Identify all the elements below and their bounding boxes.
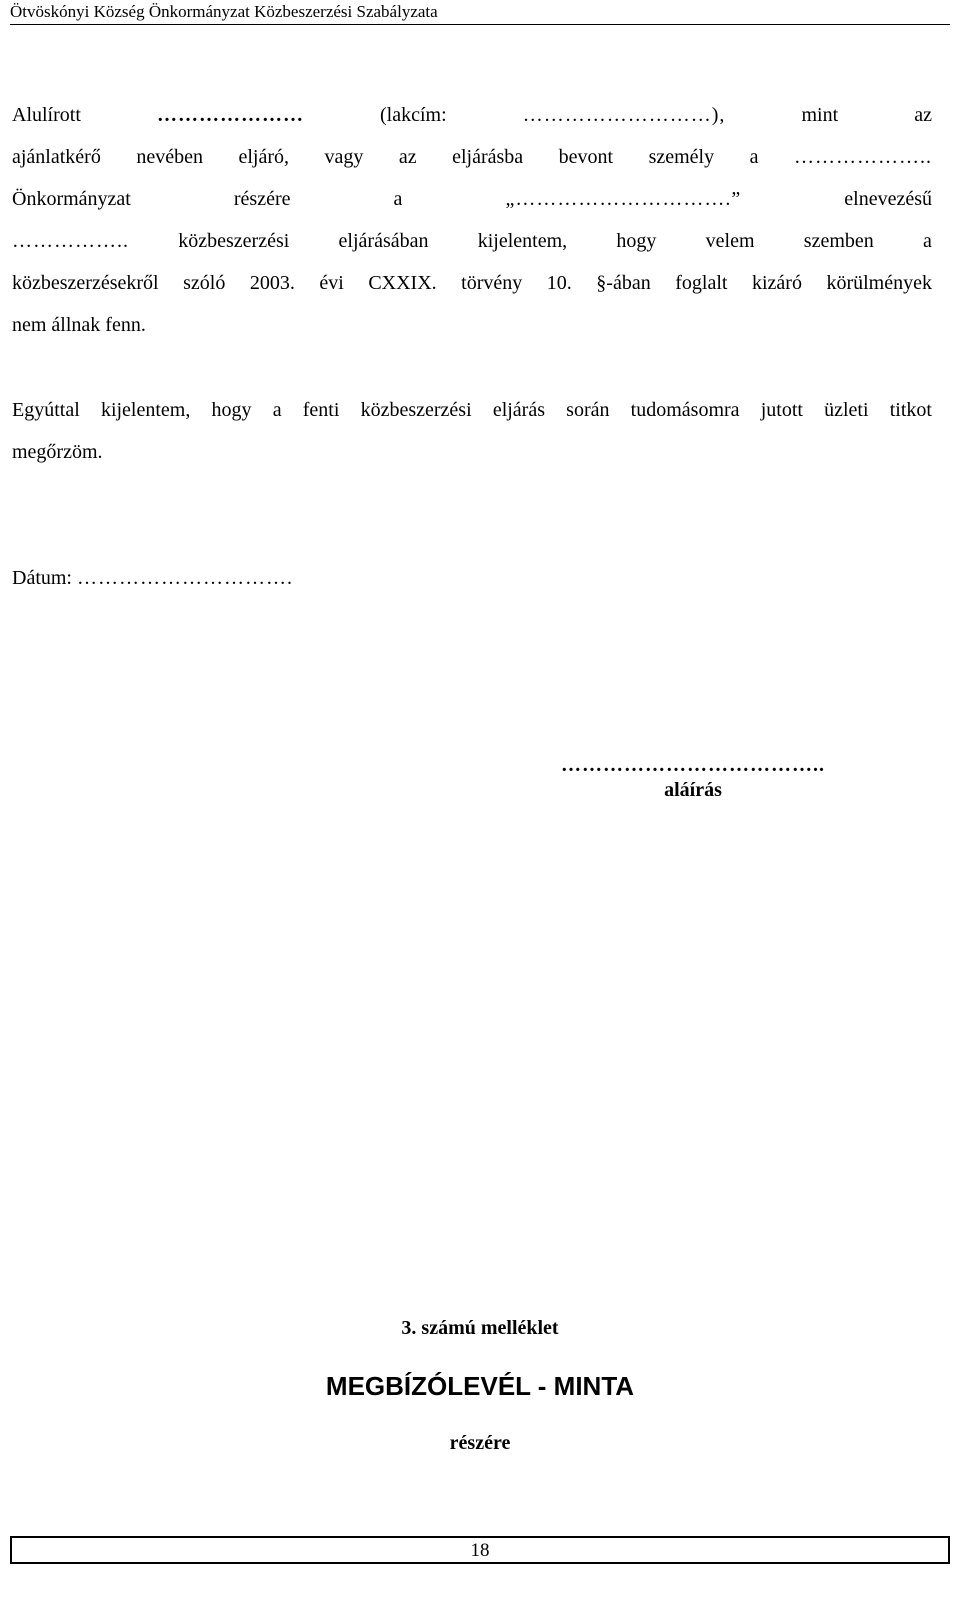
text-word: hogy: [616, 230, 657, 252]
text-word: eljárásában: [338, 230, 429, 252]
text-word: közbeszerzési: [360, 399, 472, 421]
procedure-type-placeholder: ……………..: [12, 230, 129, 252]
header-divider: [10, 24, 950, 25]
declaration-line-2: [12, 136, 932, 178]
text-word: az: [914, 104, 932, 126]
text-word: Önkormányzat: [12, 188, 131, 210]
text-word: évi: [319, 272, 344, 294]
text-word: az: [398, 146, 417, 168]
text-word: kizáró: [751, 272, 802, 294]
declaration-line-3: [12, 178, 932, 220]
text-word: a: [923, 230, 932, 252]
confidentiality-line-1: [12, 389, 932, 431]
annex-number: 3. számú melléklet: [401, 1317, 559, 1339]
text-word: törvény: [461, 272, 523, 294]
municipality-placeholder: ………………..: [793, 146, 932, 168]
text-word: körülmények: [826, 272, 932, 294]
declaration-paragraph: [12, 94, 932, 346]
text-word: titkot: [889, 399, 932, 421]
text-word: hogy: [211, 399, 252, 421]
annex-title: MEGBÍZÓLEVÉL - MINTA: [325, 1371, 635, 1401]
text-word: szemben: [803, 230, 874, 252]
date-label: Dátum:: [12, 567, 72, 589]
text-word: jutott: [760, 399, 803, 421]
text-word: mint: [801, 104, 839, 126]
text-word: a: [749, 146, 759, 168]
declaration-line-4: [12, 220, 932, 262]
text-word: (lakcím:: [380, 104, 447, 126]
text-word: elnevezésű: [844, 188, 932, 210]
confidentiality-line-2: megőrzöm.: [12, 441, 103, 463]
text-word: személy: [648, 146, 715, 168]
text-word: során: [566, 399, 610, 421]
text-word: §-ában: [596, 272, 651, 294]
declaration-line-6: nem állnak fenn.: [12, 314, 146, 336]
text-word: eljárás: [492, 399, 545, 421]
document-header-title: Ötvöskónyi Község Önkormányzat Közbeszerzési Szabályzata: [10, 2, 438, 21]
text-word: kijelentem,: [100, 399, 191, 421]
signature-label: aláírás: [664, 779, 722, 801]
text-word: kijelentem,: [477, 230, 568, 252]
text-word: részére: [233, 188, 291, 210]
text-word: velem: [705, 230, 755, 252]
name-placeholder: …………………: [156, 104, 304, 126]
procedure-name-placeholder: „………………………….”: [505, 188, 742, 210]
signature-line: ………………………………..: [561, 754, 825, 776]
date-placeholder: ………………………….: [77, 567, 293, 589]
text-word: a: [272, 399, 282, 421]
page-number: 18: [470, 1540, 490, 1561]
date-line: [12, 557, 293, 599]
text-word: 10.: [546, 272, 572, 294]
address-placeholder: ………………………),: [522, 104, 726, 126]
text-word: üzleti: [824, 399, 869, 421]
text-word: 2003.: [249, 272, 295, 294]
text-word: eljárásba: [452, 146, 524, 168]
text-word: szóló: [183, 272, 226, 294]
text-word: eljáró,: [238, 146, 289, 168]
text-word: fenti: [302, 399, 340, 421]
declaration-line-1: [12, 94, 932, 136]
text-word: CXXIX.: [368, 272, 437, 294]
text-word: nevében: [136, 146, 203, 168]
confidentiality-paragraph: [12, 389, 932, 473]
text-word: Egyúttal: [12, 399, 80, 421]
signature-block: [540, 754, 846, 802]
declaration-line-5: [12, 262, 932, 304]
text-word: foglalt: [675, 272, 728, 294]
text-word: közbeszerzésekről: [12, 272, 159, 294]
text-word: közbeszerzési: [178, 230, 290, 252]
text-word: bevont: [558, 146, 614, 168]
text-word: a: [393, 188, 403, 210]
text-word: ajánlatkérő: [12, 146, 101, 168]
annex-subtitle: részére: [449, 1432, 511, 1454]
text-word: tudomásomra: [630, 399, 740, 421]
page-footer: [10, 1536, 950, 1564]
text-word: vagy: [324, 146, 364, 168]
text-word: Alulírott: [12, 104, 81, 126]
